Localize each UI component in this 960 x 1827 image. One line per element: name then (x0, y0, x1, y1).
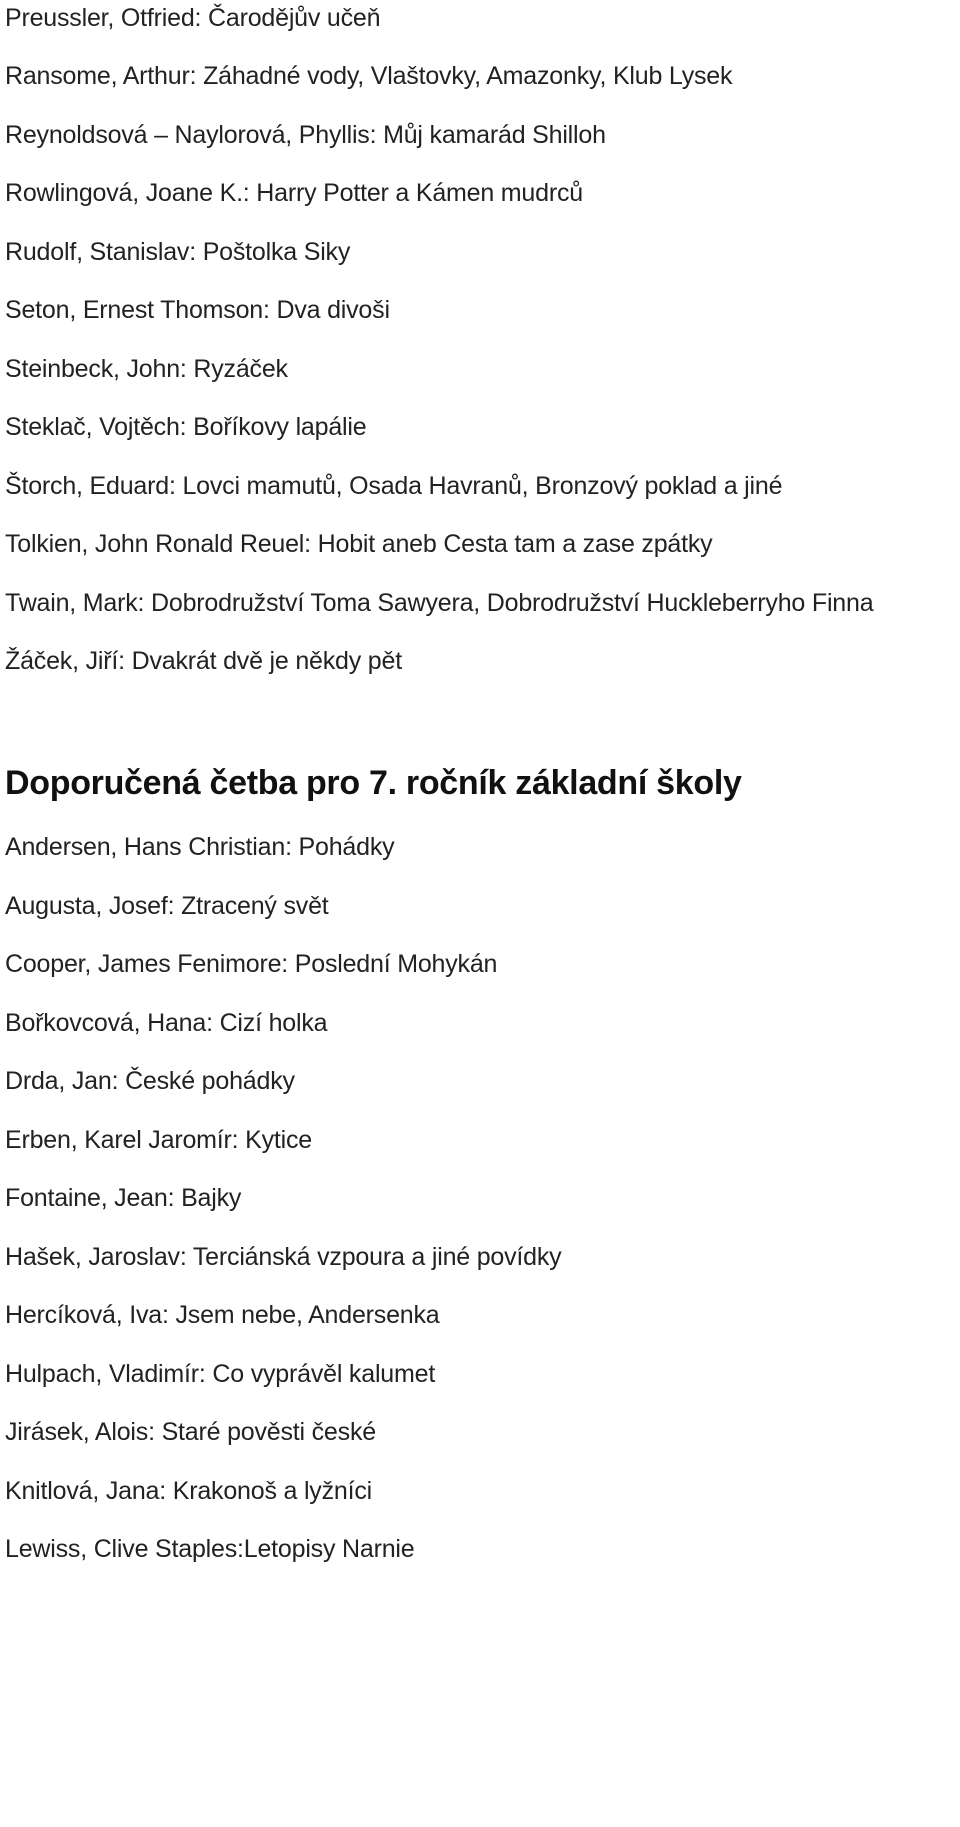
list-item: Augusta, Josef: Ztracený svět (5, 892, 329, 920)
list-item: Drda, Jan: České pohádky (5, 1067, 295, 1095)
list-item: Tolkien, John Ronald Reuel: Hobit aneb Cesta tam a zase zpátky (5, 530, 713, 558)
list-item: Jirásek, Alois: Staré pověsti české (5, 1418, 376, 1446)
list-item: Cooper, James Fenimore: Poslední Mohykán (5, 950, 498, 978)
list-item: Fontaine, Jean: Bajky (5, 1184, 242, 1212)
list-item: Hercíková, Iva: Jsem nebe, Andersenka (5, 1301, 440, 1329)
list-item: Reynoldsová – Naylorová, Phyllis: Můj kamarád Shilloh (5, 121, 606, 149)
list-item: Andersen, Hans Christian: Pohádky (5, 833, 395, 861)
list-item: Erben, Karel Jaromír: Kytice (5, 1126, 313, 1154)
list-item: Preussler, Otfried: Čarodějův učeň (5, 4, 381, 32)
list-item: Hulpach, Vladimír: Co vyprávěl kalumet (5, 1360, 436, 1388)
list-item: Žáček, Jiří: Dvakrát dvě je někdy pět (5, 647, 402, 675)
list-item: Lewiss, Clive Staples:Letopisy Narnie (5, 1535, 415, 1563)
list-item: Rudolf, Stanislav: Poštolka Siky (5, 238, 351, 266)
list-item: Hašek, Jaroslav: Terciánská vzpoura a jiné povídky (5, 1243, 562, 1271)
list-item: Seton, Ernest Thomson: Dva divoši (5, 296, 390, 324)
list-item: Štorch, Eduard: Lovci mamutů, Osada Havranů, Bronzový poklad a jiné (5, 472, 783, 500)
section-heading: Doporučená četba pro 7. ročník základní školy (5, 764, 742, 802)
list-item: Ransome, Arthur: Záhadné vody, Vlaštovky, Amazonky, Klub Lysek (5, 62, 733, 90)
list-item: Knitlová, Jana: Krakonoš a lyžníci (5, 1477, 373, 1505)
list-item: Steklač, Vojtěch: Boříkovy lapálie (5, 413, 367, 441)
list-item: Bořkovcová, Hana: Cizí holka (5, 1009, 328, 1037)
list-item: Twain, Mark: Dobrodružství Toma Sawyera, Dobrodružství Huckleberryho Finna (5, 589, 874, 617)
list-item: Steinbeck, John: Ryzáček (5, 355, 288, 383)
list-item: Rowlingová, Joane K.: Harry Potter a Kámen mudrců (5, 179, 583, 207)
